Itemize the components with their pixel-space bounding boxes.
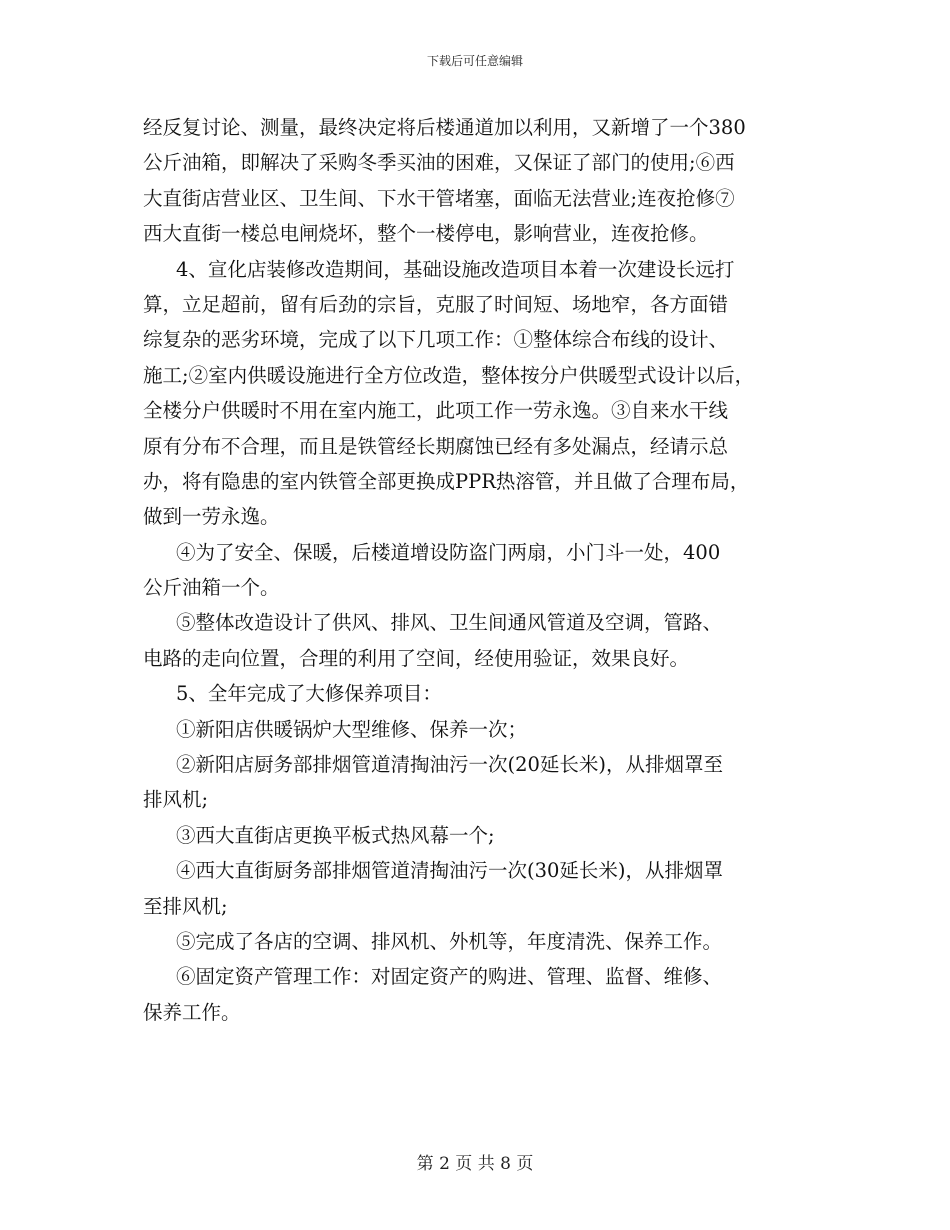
paragraph-start-line: ②新阳店厨务部排烟管道清掏油污一次(20延长米)，从排烟罩至 — [176, 753, 724, 777]
text-line: 至排风机; — [143, 894, 228, 918]
text-line: 大直街店营业区、卫生间、下水干管堵塞，面临无法营业;连夜抢修⑦ — [143, 186, 735, 210]
text-line: 算，立足超前，留有后劲的宗旨，克服了时间短、场地窄，各方面错 — [143, 292, 729, 316]
paragraph-start-line: ④西大直街厨务部排烟管道清掏油污一次(30延长米)，从排烟罩 — [176, 859, 724, 883]
text-line: 做到一劳永逸。 — [143, 505, 280, 529]
paragraph-start-line: ③西大直街店更换平板式热风幕一个; — [176, 823, 495, 847]
text-line: 公斤油箱，即解决了采购冬季买油的困难，又保证了部门的使用;⑥西 — [143, 151, 735, 175]
paragraph-start-line: 5、全年完成了大修保养项目： — [176, 682, 442, 706]
text-line: 排风机; — [143, 788, 209, 812]
text-line: 保养工作。 — [143, 1000, 241, 1024]
document-body — [143, 110, 811, 1030]
text-line: 经反复讨论、测量，最终决定将后楼通道加以利用，又新增了一个380 — [143, 116, 746, 139]
paragraph-start-line: ④为了安全、保暖，后楼道增设防盗门两扇，小门斗一处，400 — [176, 540, 721, 564]
paragraph-start-line: ⑤完成了各店的空调、排风机、外机等，年度清洗、保养工作。 — [176, 929, 723, 953]
text-line: 公斤油箱一个。 — [143, 576, 280, 600]
text-line: 电路的走向位置，合理的利用了空间，经使用验证，效果良好。 — [143, 646, 690, 670]
page-header: 下载后可任意编辑 — [426, 54, 523, 68]
text-line: 原有分布不合理，而且是铁管经长期腐蚀已经有多处漏点，经请示总 — [143, 434, 729, 458]
text-line: 综复杂的恶劣环境，完成了以下几项工作：①整体综合布线的设计、 — [143, 328, 729, 352]
text-line: 办，将有隐患的室内铁管全部更换成PPR热溶管，并且做了合理布局， — [143, 469, 750, 493]
text-line: 施工;②室内供暖设施进行全方位改造，整体按分户供暖型式设计以后， — [143, 363, 755, 387]
paragraph-start-line: 4、宣化店装修改造期间，基础设施改造项目本着一次建设长远打 — [176, 257, 735, 281]
paragraph-start-line: ①新阳店供暖锅炉大型维修、保养一次； — [176, 717, 528, 741]
text-line: 全楼分户供暖时不用在室内施工，此项工作一劳永逸。③自来水干线 — [143, 399, 729, 423]
page-footer: 第 2 页 共 8 页 — [416, 1154, 534, 1174]
paragraph-start-line: ⑤整体改造设计了供风、排风、卫生间通风管道及空调，管路、 — [176, 611, 723, 635]
text-line: 西大直街一楼总电闸烧坏，整个一楼停电，影响营业，连夜抢修。 — [143, 222, 709, 246]
paragraph-start-line: ⑥固定资产管理工作：对固定资产的购进、管理、监督、维修、 — [176, 965, 723, 989]
